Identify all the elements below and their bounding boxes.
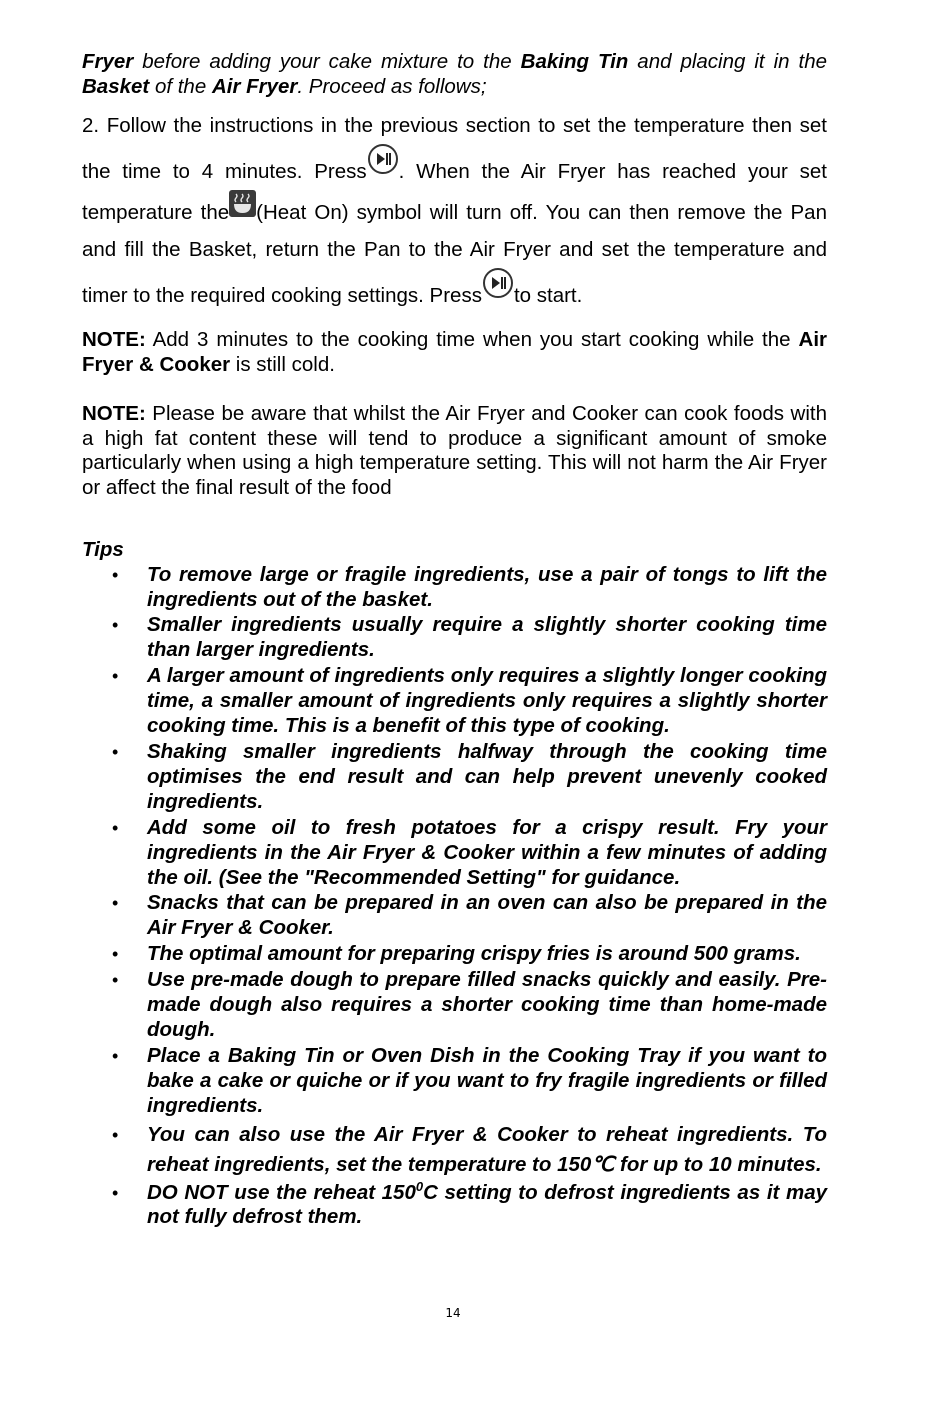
step-2-text-4: to start. [513,284,583,308]
bullet: • [112,615,119,636]
note-label: NOTE: [82,328,146,352]
intro-bold-2: Baking Tin [520,50,629,73]
note-smoke [82,402,827,501]
manual-page [82,50,827,1231]
note-text: Please be aware that whilst the Air Fryer and Cooker can cook foods with a high fat content these will tend to produce a significant amount of smoke particularly when using a high temperature setting. This will not harm the Air Fryer or affect the final result of the food [82,401,827,499]
list-item [82,664,827,739]
tip-text-1: DO NOT use the reheat 150 [147,1180,416,1204]
note-text-2: is still cold. [230,353,335,377]
bullet: • [112,1182,119,1203]
tip-text: Shaking smaller ingredients halfway through the cooking time optimises the end result and can help prevent unevenly cooked ingredients. [147,739,827,813]
list-item [82,740,827,815]
bullet: • [112,564,119,585]
bullet: • [112,893,119,914]
bullet: • [112,741,119,762]
bullet: • [112,666,119,687]
intro-bold-1: Fryer [82,50,134,73]
intro-bold-4: Air Fryer [211,74,298,98]
step-2-text-3: (Heat On) symbol will turn off. You can then remove the Pan and fill the Basket, return the Pan to the Air Fryer and set the temperature and timer to the required cooking settings. Press [82,201,827,308]
intro-text-2: and placing it in the [628,50,827,73]
tip-text: You can also use the Air Fryer & Cooker to reheat ingredients. To reheat ingredients, set the temperature to 150℃ for up to 10 minutes. [147,1122,827,1176]
heat-on-icon [229,190,256,217]
note-label: NOTE: [82,401,146,425]
bullet: • [112,817,119,838]
list-item [82,613,827,663]
note-text-1: Add 3 minutes to the cooking time when you start cooking while the [145,328,799,352]
tip-text: Snacks that can be prepared in an oven can also be prepared in the Air Fryer & Cooker. [147,891,827,940]
page-number: 14 [445,1306,461,1320]
list-item [82,968,827,1043]
intro-bold-3: Basket [82,74,150,98]
degree-superscript: 0 [415,1178,424,1194]
intro-text-1: before adding your cake mixture to the [133,50,521,73]
tip-text: The optimal amount for preparing crispy fries is around 500 grams. [147,942,801,966]
list-item [82,1120,827,1180]
bullet: • [112,1124,119,1145]
bullet: • [112,970,119,991]
tip-text: To remove large or fragile ingredients, use a pair of tongs to lift the ingredients out of the basket. [147,562,827,611]
play-pause-icon [483,268,513,298]
step-2-paragraph [82,107,827,314]
tip-text: Add some oil to fresh potatoes for a crispy result. Fry your ingredients in the Air Fryer & Cooker within a few minutes of adding the oil. (See the "Recommended Setting" for guidance. [147,815,827,889]
tip-text: Use pre-made dough to prepare filled snacks quickly and easily. Pre-made dough also requires a shorter cooking time than home-made dough. [147,968,827,1041]
list-item [82,1178,827,1231]
list-item [82,942,827,967]
note-bold: Air Fryer & Cooker [82,328,827,377]
intro-text-4: . Proceed as follows; [297,74,487,98]
list-item [82,891,827,941]
note-cold-start [82,328,827,377]
list-item [82,563,827,613]
tip-text: A larger amount of ingredients only requires a slightly longer cooking time, a smaller amount of ingredients only requires a slightly shorter cooking time. This is a benefit of this type of cooking. [147,664,827,738]
list-item [82,816,827,891]
tips-list [82,563,827,1231]
tip-text: Smaller ingredients usually require a slightly shorter cooking time than larger ingredients. [147,613,827,662]
list-item [82,1044,827,1119]
intro-text-3: of the [149,74,212,98]
bullet: • [112,944,119,965]
step-2-text-1: 2. Follow the instructions in the previous section to set the temperature then set the time to 4 minutes. Press [82,114,827,184]
step-2-text-2: . When the Air Fryer has reached your set temperature the [82,160,827,225]
intro-paragraph [82,50,827,99]
tip-text-2: C setting to defrost ingredients as it may not fully defrost them. [147,1180,827,1229]
bullet: • [112,1045,119,1066]
play-pause-icon [368,144,398,174]
tips-heading: Tips [82,537,124,561]
tip-text: Place a Baking Tin or Oven Dish in the Cooking Tray if you want to bake a cake or quiche or if you want to fry fragile ingredients or filled ingredients. [147,1043,827,1117]
